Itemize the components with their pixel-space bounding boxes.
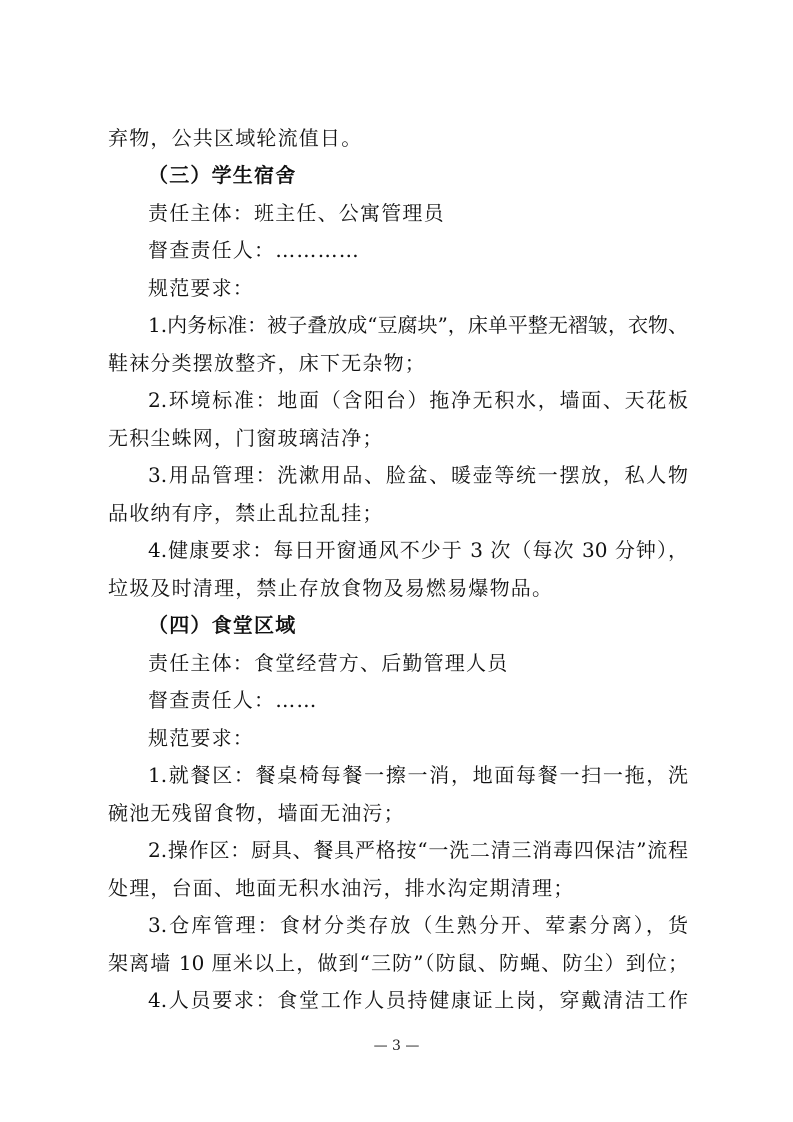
paragraph-line: 垃圾及时清理，禁止存放食物及易燃易爆物品。 xyxy=(108,576,554,600)
paragraph-line: 架离墙 10 厘米以上，做到“三防”（防鼠、防蝇、防尘）到位； xyxy=(108,951,688,975)
paragraph-line: 1.内务标准：被子叠放成“豆腐块”，床单平整无褶皱，衣物、 xyxy=(148,313,688,337)
paragraph-line: 督查责任人：…… xyxy=(148,688,318,712)
paragraph-line: 3.用品管理：洗漱用品、脸盆、暖壶等统一摆放，私人物 xyxy=(148,463,688,487)
paragraph-line: 责任主体：班主任、公寓管理员 xyxy=(148,201,445,225)
paragraph-line: 4.健康要求：每日开窗通风不少于 3 次（每次 30 分钟）， xyxy=(148,538,688,562)
section-heading-canteen: （四）食堂区域 xyxy=(148,613,297,637)
paragraph-line: 无积尘蛛网，门窗玻璃洁净； xyxy=(108,426,384,450)
paragraph-line: 弃物，公共区域轮流值日。 xyxy=(108,126,363,150)
paragraph-line: 品收纳有序，禁止乱拉乱挂； xyxy=(108,501,384,525)
paragraph-line: 1.就餐区：餐桌椅每餐一擦一消，地面每餐一扫一拖，洗 xyxy=(148,763,688,787)
paragraph-line: 碗池无残留食物，墙面无油污； xyxy=(108,801,405,825)
paragraph-line: 4.人员要求：食堂工作人员持健康证上岗，穿戴清洁工作 xyxy=(148,988,688,1012)
paragraph-line: 处理，台面、地面无积水油污，排水沟定期清理； xyxy=(108,876,575,900)
paragraph-line: 2.环境标准：地面（含阳台）拖净无积水，墙面、天花板 xyxy=(148,388,688,412)
paragraph-line: 3.仓库管理：食材分类存放（生熟分开、荤素分离），货 xyxy=(148,913,688,937)
section-heading-dormitory: （三）学生宿舍 xyxy=(148,163,297,187)
paragraph-line: 规范要求： xyxy=(148,726,254,750)
paragraph-line: 2.操作区：厨具、餐具严格按“一洗二清三消毒四保洁”流程 xyxy=(148,838,688,862)
paragraph-line: 鞋袜分类摆放整齐，床下无杂物； xyxy=(108,351,426,375)
paragraph-line: 督查责任人：………… xyxy=(148,238,360,262)
paragraph-line: 责任主体：食堂经营方、后勤管理人员 xyxy=(148,651,509,675)
paragraph-line: 规范要求： xyxy=(148,276,254,300)
page-number: — 3 — xyxy=(373,1038,420,1054)
